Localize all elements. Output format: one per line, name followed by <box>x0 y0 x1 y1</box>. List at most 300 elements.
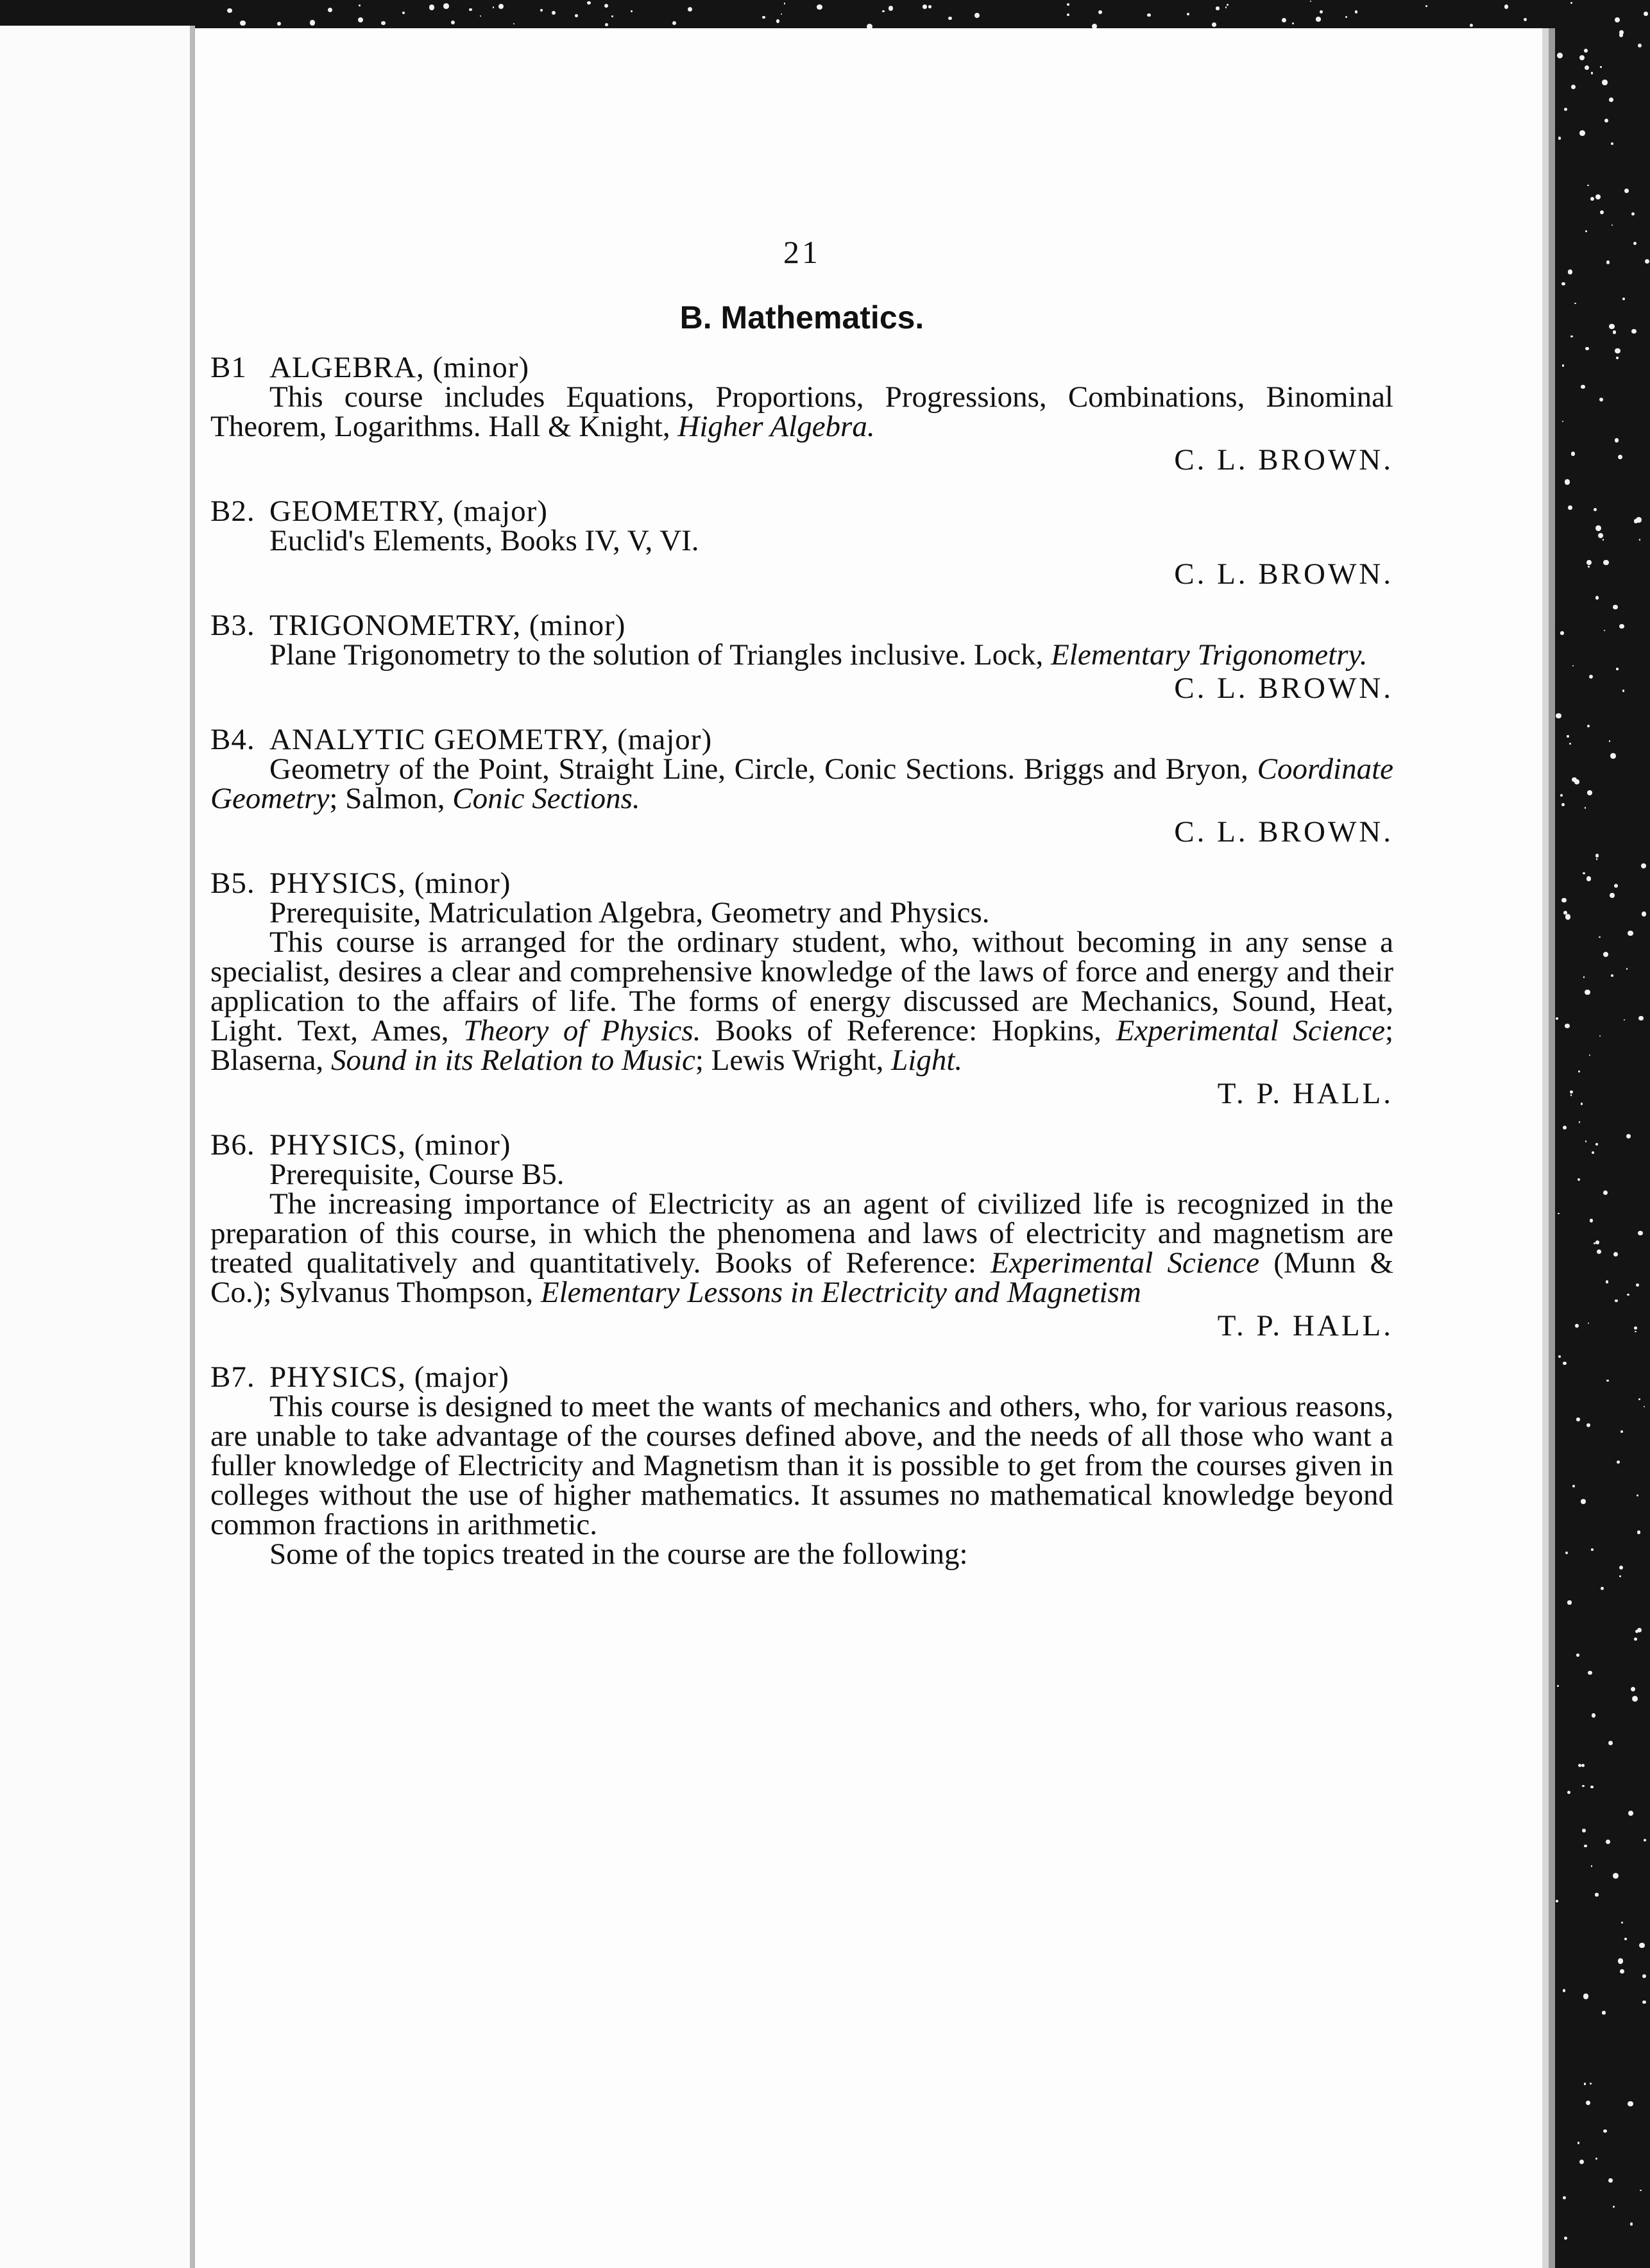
speck <box>1606 260 1610 264</box>
speck <box>1609 324 1615 330</box>
speck <box>1292 22 1294 24</box>
course-heading <box>210 496 1393 526</box>
speck <box>1470 24 1474 28</box>
text-run: ; Lewis Wright, <box>695 1044 892 1077</box>
speck <box>1620 1969 1625 1974</box>
speck <box>1590 1786 1594 1789</box>
speck <box>1578 2142 1580 2144</box>
speck <box>1561 803 1565 806</box>
speck <box>552 11 556 15</box>
course-heading <box>210 1130 1393 1160</box>
speck <box>1631 329 1637 334</box>
speck <box>1567 735 1569 738</box>
speck <box>1585 230 1587 232</box>
speck <box>1609 740 1611 742</box>
speck <box>1571 452 1576 456</box>
instructor-name: C. L. BROWN. <box>1174 815 1393 849</box>
speck <box>1578 1071 1580 1072</box>
speck <box>359 4 361 6</box>
speck <box>784 3 785 4</box>
speck <box>1634 1638 1637 1641</box>
course-code: B2. <box>210 495 255 528</box>
course-description <box>210 382 1393 441</box>
speck <box>1216 6 1219 10</box>
speck <box>1620 1430 1623 1433</box>
speck <box>1581 1103 1583 1104</box>
course-code: B5. <box>210 867 255 900</box>
instructor-name: C. L. BROWN. <box>1174 443 1393 477</box>
speck <box>762 16 765 19</box>
speck <box>1282 18 1286 22</box>
speck <box>1634 1326 1637 1330</box>
speck <box>1564 2237 1567 2240</box>
speck <box>1583 1993 1589 1999</box>
speck <box>1618 455 1622 459</box>
speck <box>1602 2011 1605 2014</box>
page-gutter <box>190 26 195 2268</box>
speck <box>1603 1190 1608 1195</box>
speck <box>1310 1 1311 2</box>
speck <box>1584 1845 1587 1848</box>
speck <box>1576 1418 1579 1421</box>
speck <box>1316 17 1320 21</box>
speck <box>1589 675 1593 679</box>
speck <box>1565 1552 1568 1554</box>
speck <box>1606 1280 1608 1283</box>
speck <box>1631 212 1635 216</box>
course-description <box>210 754 1393 813</box>
speck <box>1619 1575 1621 1577</box>
book-title: Higher Algebra. <box>677 410 875 443</box>
course-description <box>210 526 1393 555</box>
speck <box>1622 690 1625 692</box>
speck <box>1624 1019 1625 1020</box>
speck <box>1608 2178 1613 2183</box>
speck <box>1561 282 1565 285</box>
course-title: PHYSICS, (minor) <box>269 867 511 900</box>
text-run: Prerequisite, Course B5. <box>269 1158 565 1191</box>
speck <box>1624 1938 1627 1940</box>
speck <box>1617 1460 1620 1464</box>
page-number: 21 <box>783 234 821 270</box>
speck <box>1572 665 1574 666</box>
speck <box>1594 508 1597 511</box>
book-title: Elementary Lessons in Electricity and Magnetism <box>540 1276 1141 1309</box>
speck <box>1565 479 1570 484</box>
speck <box>1637 1530 1640 1534</box>
speck <box>1616 668 1618 670</box>
text-run: (Munn & Co.); Sylvanus Thompson, <box>210 1246 1394 1309</box>
left-page <box>0 26 192 2268</box>
speck <box>1588 1323 1589 1324</box>
speck <box>1613 605 1617 609</box>
speck <box>1581 1764 1585 1767</box>
text-run: Plane Trigonometry to the solution of Triangles inclusive. Lock, <box>269 638 1051 672</box>
speck <box>1558 1355 1561 1358</box>
speck <box>1635 1331 1637 1333</box>
speck <box>1624 189 1629 193</box>
speck <box>1641 863 1646 868</box>
speck <box>776 19 780 23</box>
speck <box>1556 713 1561 719</box>
speck <box>1638 1016 1643 1020</box>
speck <box>1595 2158 1597 2160</box>
speck <box>928 5 931 8</box>
course-description <box>210 1392 1393 1539</box>
speck <box>1595 1143 1598 1146</box>
speck <box>1563 1989 1566 1992</box>
speck <box>1589 1054 1590 1056</box>
speck <box>1591 1548 1594 1551</box>
text-run: Euclid's Elements, Books IV, V, VI. <box>269 524 699 557</box>
speck <box>1628 1811 1633 1816</box>
speck <box>1098 10 1102 14</box>
speck <box>1581 385 1585 389</box>
speck <box>1585 807 1586 808</box>
speck <box>1610 753 1616 759</box>
speck <box>1599 398 1603 402</box>
speck <box>611 15 613 17</box>
text-run: ; Blaserna, <box>210 1014 1393 1077</box>
speck <box>1586 1423 1590 1427</box>
speck <box>1595 596 1599 599</box>
speck <box>631 10 633 12</box>
speck <box>1615 17 1620 22</box>
speck <box>1227 4 1229 6</box>
speck <box>1613 330 1617 334</box>
speck <box>1596 858 1598 860</box>
speck <box>402 12 405 14</box>
course-heading <box>210 725 1393 754</box>
speck <box>1628 2101 1633 2107</box>
course-entry <box>210 1362 1393 1569</box>
course-title: GEOMETRY, (major) <box>269 495 548 528</box>
speck <box>672 21 676 25</box>
course-description <box>210 927 1393 1075</box>
speck <box>1606 1380 1609 1382</box>
speck <box>1579 2160 1584 2164</box>
speck <box>1615 348 1620 354</box>
speck <box>1561 898 1566 902</box>
speck <box>1637 1628 1642 1632</box>
speck <box>1610 893 1615 898</box>
speck <box>1615 438 1619 442</box>
speck <box>493 6 494 8</box>
speck <box>1579 1121 1580 1122</box>
speck <box>1595 1893 1598 1896</box>
speck <box>1586 876 1592 881</box>
speck <box>1574 303 1576 305</box>
speck <box>1504 4 1509 9</box>
speck <box>1586 560 1592 565</box>
speck <box>1631 1687 1635 1691</box>
speck <box>328 8 332 12</box>
speck <box>443 3 449 9</box>
speck <box>1579 55 1585 60</box>
speck <box>1621 1922 1623 1924</box>
speck <box>1187 13 1189 15</box>
text-run: This course is arranged for the ordinary student, who, without becoming in any sense a specialist, desires a clear and comprehensive knowledge of the laws of force and energy and their application to the affairs of life. The forms of energy discussed are Mechanics, Sound, Heat, Light. Text, Ames, <box>210 926 1393 1047</box>
speck <box>1636 517 1642 523</box>
speck <box>1590 197 1594 201</box>
instructor-name: C. L. BROWN. <box>1174 672 1393 705</box>
speck <box>1615 1299 1617 1302</box>
speck <box>575 14 578 17</box>
speck <box>1567 1600 1571 1604</box>
course-heading <box>210 353 1393 382</box>
speck <box>948 17 951 20</box>
speck <box>1613 1252 1618 1257</box>
speck <box>1570 1090 1573 1094</box>
speck <box>1570 2 1572 4</box>
speck <box>1600 66 1602 68</box>
speck <box>381 21 386 26</box>
speck <box>1630 2222 1633 2225</box>
course-title: ALGEBRA, (minor) <box>269 351 530 384</box>
speck <box>1599 936 1601 938</box>
speck <box>1591 72 1594 74</box>
speck <box>1585 65 1589 70</box>
speck <box>1587 725 1590 727</box>
speck <box>1586 2101 1590 2105</box>
speck <box>240 21 246 26</box>
speck <box>1571 85 1576 90</box>
speck <box>1644 1406 1645 1407</box>
book-title: Conic Sections. <box>452 782 640 815</box>
speck <box>817 4 822 10</box>
instructor-name: T. P. HALL. <box>1217 1077 1393 1110</box>
speck <box>1627 1294 1629 1296</box>
speck <box>1603 952 1608 957</box>
speck <box>1576 1654 1579 1656</box>
speck <box>1567 1791 1570 1794</box>
course-description <box>210 898 1393 927</box>
speck <box>1642 2001 1646 2004</box>
speck <box>1626 968 1628 969</box>
speck <box>1638 1231 1643 1236</box>
speck <box>429 4 434 10</box>
speck <box>1642 1974 1647 1979</box>
page-content <box>210 234 1394 1591</box>
book-title: Light. <box>891 1044 963 1077</box>
speck <box>358 17 363 22</box>
speck <box>1642 911 1647 917</box>
speck <box>1587 790 1592 795</box>
course-list <box>210 353 1393 1569</box>
speck <box>1597 1249 1601 1254</box>
speck <box>1564 108 1567 111</box>
speck <box>1568 505 1572 510</box>
speck <box>1619 1566 1623 1570</box>
speck <box>1585 347 1589 351</box>
course-code: B6. <box>210 1128 255 1162</box>
course-description <box>210 640 1393 670</box>
course-title: PHYSICS, (major) <box>269 1360 509 1394</box>
book-title: Coordinate Geometry <box>210 752 1393 815</box>
speck <box>1595 194 1601 199</box>
speck <box>604 4 608 8</box>
speck <box>1578 1178 1580 1181</box>
speck <box>1345 16 1347 18</box>
course-title: PHYSICS, (minor) <box>269 1128 511 1162</box>
speck <box>1613 2206 1615 2208</box>
speck <box>1590 1219 1593 1222</box>
speck <box>587 1 590 4</box>
speck <box>1570 335 1573 338</box>
speck <box>1590 2083 1592 2085</box>
instructor-name: T. P. HALL. <box>1217 1309 1393 1342</box>
book-title: Experimental Science <box>991 1246 1260 1280</box>
speck <box>1604 630 1605 631</box>
speck <box>1582 1785 1585 1788</box>
speck <box>1602 80 1608 85</box>
speck <box>1579 130 1585 136</box>
speck <box>1557 53 1563 58</box>
speck <box>1619 33 1624 37</box>
speck <box>1563 1126 1567 1130</box>
speck <box>1595 1240 1599 1244</box>
speck <box>1570 1094 1572 1096</box>
course-entry <box>210 611 1393 703</box>
text-run: Geometry of the Point, Straight Line, Circle, Conic Sections. Briggs and Bryon, <box>269 752 1257 786</box>
speck <box>1578 1764 1581 1767</box>
course-entry <box>210 1130 1393 1341</box>
text-run: This course includes Equations, Proportions, Progressions, Combinations, Binominal Theorem, Logarithms. Hall & Knight, <box>210 380 1393 443</box>
speck <box>1320 10 1323 14</box>
book-title: Sound in its Relation to Music <box>330 1044 695 1077</box>
speck <box>1595 854 1599 857</box>
speck <box>1632 1696 1638 1702</box>
speck <box>1637 1494 1638 1496</box>
speck <box>1592 1713 1595 1717</box>
course-heading <box>210 868 1393 898</box>
speck <box>923 4 927 9</box>
speck <box>1603 2129 1607 2133</box>
speck <box>1562 364 1564 366</box>
speck <box>1616 357 1619 359</box>
speck <box>974 13 980 18</box>
course-entry <box>210 725 1393 847</box>
speck <box>1640 2190 1641 2191</box>
speck <box>882 10 884 12</box>
speck <box>688 7 692 12</box>
speck <box>227 8 232 13</box>
speck <box>1611 974 1613 977</box>
speck <box>1628 931 1633 936</box>
speck <box>1585 990 1590 995</box>
speck <box>1644 1839 1646 1841</box>
speck <box>1558 1213 1560 1215</box>
speck <box>1609 97 1613 102</box>
speck <box>1622 298 1625 300</box>
speck <box>1583 872 1585 875</box>
speck <box>1563 1362 1567 1366</box>
speck <box>1639 1943 1645 1949</box>
speck <box>1588 1671 1592 1675</box>
speck <box>1636 1283 1639 1287</box>
course-description <box>210 1160 1393 1189</box>
speck <box>1598 533 1603 538</box>
course-entry <box>210 868 1393 1108</box>
speck <box>1560 631 1563 634</box>
speck <box>1425 5 1427 7</box>
speck <box>1611 142 1613 145</box>
speck <box>1595 525 1601 531</box>
speck <box>498 4 504 9</box>
speck <box>1608 1741 1613 1745</box>
speck <box>1645 259 1650 264</box>
speck <box>1626 1134 1631 1138</box>
course-title: TRIGONOMETRY, (minor) <box>269 609 626 642</box>
speck <box>451 21 455 24</box>
speck <box>605 23 608 26</box>
speck <box>1560 794 1563 797</box>
speck <box>1584 49 1588 53</box>
speck <box>513 23 515 24</box>
speck <box>1558 137 1561 139</box>
speck <box>310 20 316 26</box>
course-entry <box>210 496 1393 589</box>
speck <box>1603 560 1608 565</box>
speck <box>1569 743 1571 745</box>
speck <box>1619 624 1624 629</box>
speck <box>1584 2083 1586 2085</box>
speck <box>1575 1324 1579 1328</box>
speck <box>1562 421 1564 423</box>
speck <box>1585 1140 1587 1142</box>
speck <box>1606 1840 1610 1844</box>
text-run: ; Salmon, <box>329 782 453 815</box>
text-run: This course is designed to meet the wants of mechanics and others, who, for various reasons, are unable to take advantage of the courses defined above, and the needs of all those who want a fuller knowledge of Electricity and Magnetism than it is possible to get from the courses given in colleges without the use of higher mathematics. It assumes no mathematical knowledge beyond common fractions in arithmetic. <box>210 1390 1393 1541</box>
speck <box>1633 242 1637 245</box>
speck <box>1644 12 1648 16</box>
speck <box>1603 539 1604 541</box>
text-run: Books of Reference: Hopkins, <box>701 1014 1116 1047</box>
speck <box>1583 976 1585 978</box>
book-title: Theory of Physics. <box>463 1014 701 1047</box>
speck <box>1565 1024 1569 1028</box>
speck <box>1225 6 1227 8</box>
section-title: B. Mathematics. <box>679 300 924 335</box>
speck <box>1557 1685 1559 1687</box>
course-code: B7. <box>210 1360 255 1394</box>
course-description <box>210 1189 1393 1307</box>
speck <box>889 6 893 10</box>
speck <box>1599 1035 1601 1037</box>
speck <box>1587 185 1589 187</box>
speck <box>1524 18 1527 21</box>
course-entry <box>210 353 1393 475</box>
course-code: B4. <box>210 723 255 756</box>
speck <box>1556 1900 1558 1902</box>
course-heading <box>210 1362 1393 1392</box>
book-title: Experimental Science <box>1116 1014 1385 1047</box>
course-code: B3. <box>210 609 255 642</box>
speck <box>1581 1499 1586 1504</box>
speck <box>1574 779 1579 784</box>
speck <box>1639 539 1641 541</box>
speck <box>480 15 481 17</box>
speck <box>1572 1485 1576 1488</box>
speck <box>1067 3 1069 6</box>
text-run: Some of the topics treated in the course are the following: <box>269 1537 968 1571</box>
speck <box>1638 1398 1640 1400</box>
book-title: Elementary Trigonometry. <box>1051 638 1368 672</box>
text-run: The increasing importance of Electricity as an agent of civilized life is recognized in the preparation of this course, in which the phenomena and laws of electricity and magnetism are treated qualitatively and quantitatively. Books of Reference: <box>210 1187 1393 1280</box>
speck <box>540 9 543 12</box>
speck <box>1601 1587 1604 1590</box>
text-run: Prerequisite, Matriculation Algebra, Geometry and Physics. <box>269 896 990 929</box>
